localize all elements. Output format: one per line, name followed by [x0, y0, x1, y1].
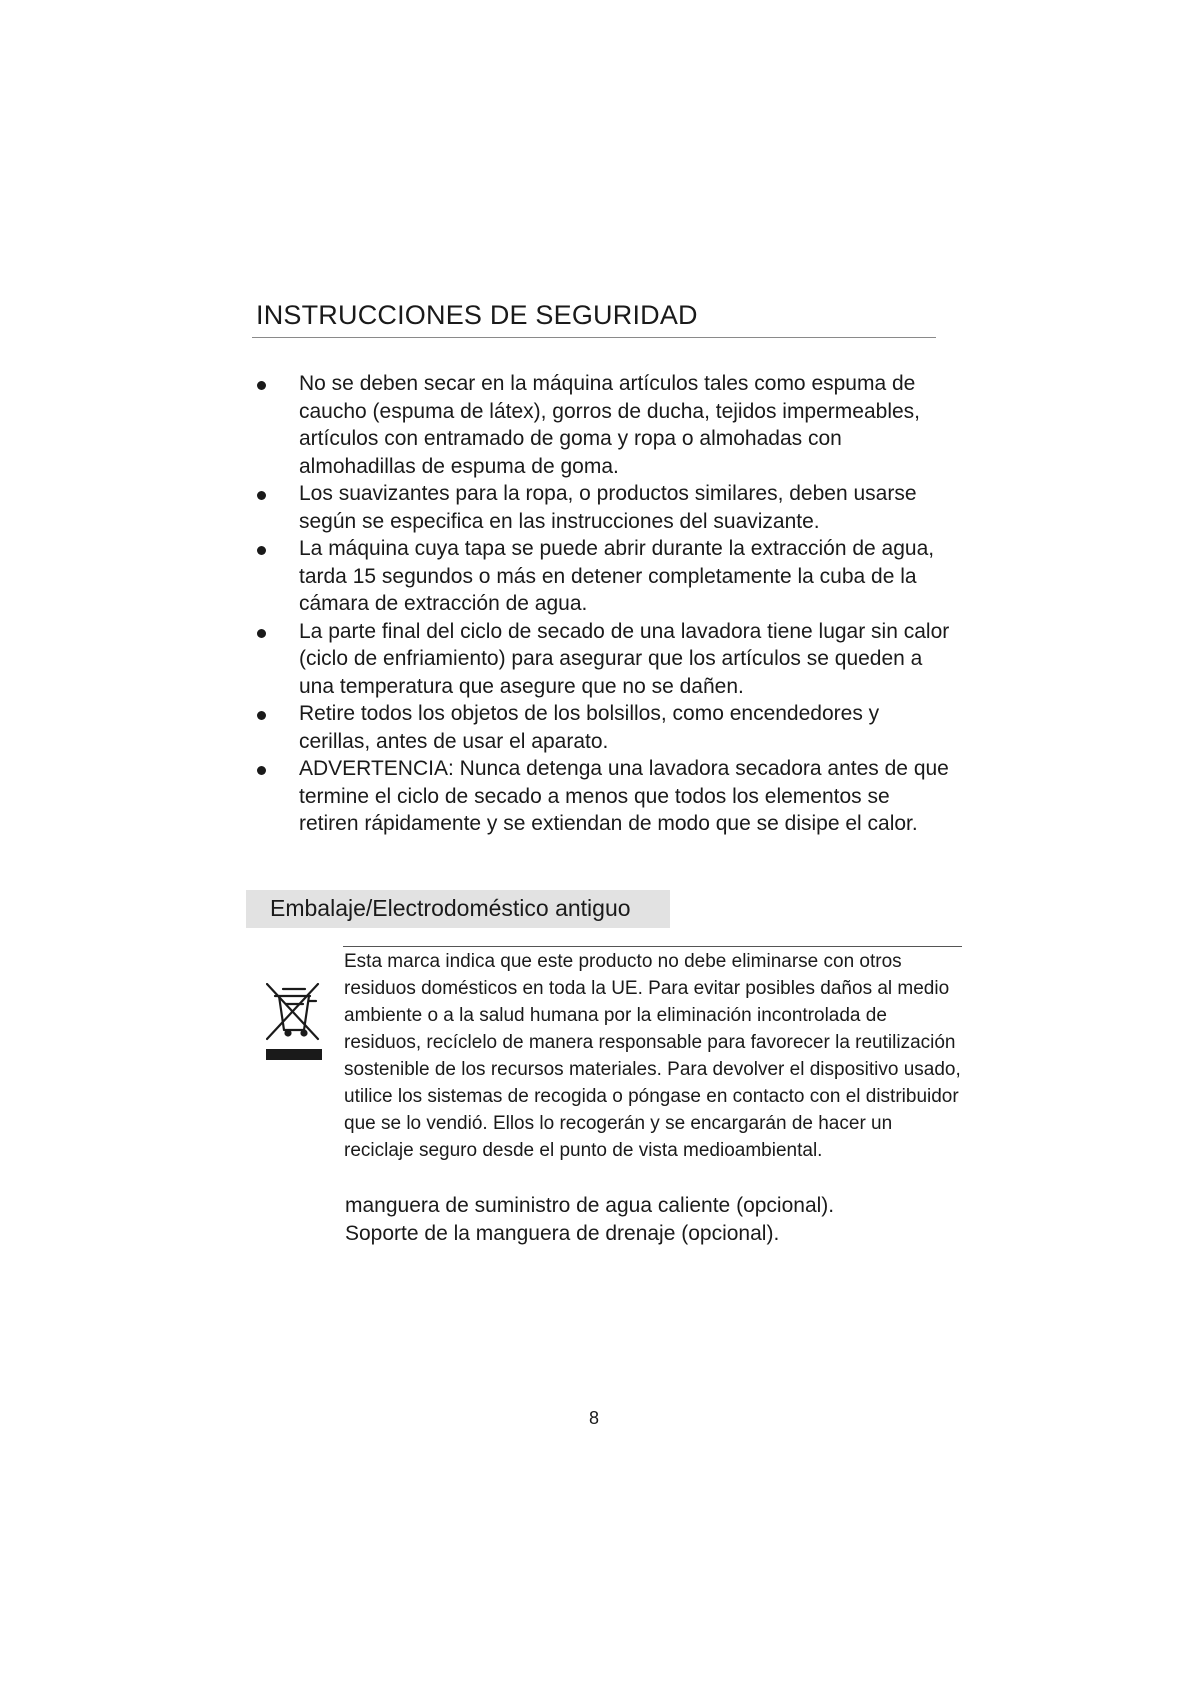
bullet-icon [257, 629, 266, 638]
page-number: 8 [588, 1408, 599, 1428]
bullet-icon [257, 546, 266, 555]
crossed-out-wheelie-bin-icon [266, 983, 322, 1061]
bullet-icon [257, 766, 266, 775]
list-item [254, 700, 954, 755]
accessory-line: manguera de suministro de agua caliente (opcional). [345, 1194, 835, 1217]
list-item-text: La máquina cuya tapa se puede abrir durante la extracción de agua, tarda 15 segundos o más en detener completamente la cuba de la cámara de extracción de agua. [299, 537, 935, 615]
list-item [254, 535, 954, 618]
accessory-line: Soporte de la manguera de drenaje (opcional). [345, 1222, 780, 1245]
section-header [246, 890, 670, 928]
bullet-icon [257, 491, 266, 500]
list-item-text: La parte final del ciclo de secado de una lavadora tiene lugar sin calor (ciclo de enfriamiento) para asegurar que los artículos se queden a una temperatura que asegure que no se dañen. [299, 619, 950, 698]
list-item-text: Los suavizantes para la ropa, o productos similares, deben usarse según se especifica en las instrucciones del suavizante. [299, 482, 917, 533]
list-item [254, 480, 954, 535]
bullet-icon [257, 381, 266, 390]
list-item [254, 618, 954, 701]
weee-divider [343, 946, 962, 947]
list-item [254, 370, 954, 480]
page-title: INSTRUCCIONES DE SEGURIDAD [256, 300, 698, 330]
list-item-text: Retire todos los objetos de los bolsillos, como encendedores y cerillas, antes de usar el aparato. [299, 702, 880, 753]
list-item-text: ADVERTENCIA: Nunca detenga una lavadora secadora antes de que termine el ciclo de secado a menos que todos los elementos se retiren rápidamente y se extiendan de modo que se disipe el calor. [299, 757, 949, 835]
weee-disposal-text: Esta marca indica que este producto no debe eliminarse con otros residuos domésticos en toda la UE. Para evitar posibles daños al medio ambiente o a la salud humana por la eliminación incontrolada de residuos, recíclelo de manera responsable para favorecer la reutilización sostenible de los recursos materiales. Para devolver el dispositivo usado, utilice los sistemas de recogida o póngase en contacto con el distribuidor que se lo vendió. Ellos lo recogerán y se encargarán de hacer un reciclaje seguro desde el punto de vista medioambiental. [344, 951, 961, 1161]
safety-instructions-list [254, 370, 954, 838]
title-divider [252, 337, 936, 338]
bullet-icon [257, 711, 266, 720]
section-title: Embalaje/Electrodoméstico antiguo [270, 895, 631, 921]
list-item-text: No se deben secar en la máquina artículos tales como espuma de caucho (espuma de látex), gorros de ducha, tejidos impermeables, artículos con entramado de goma y ropa o almohadas con almohadillas de espuma de goma. [299, 372, 920, 478]
list-item [254, 755, 954, 838]
